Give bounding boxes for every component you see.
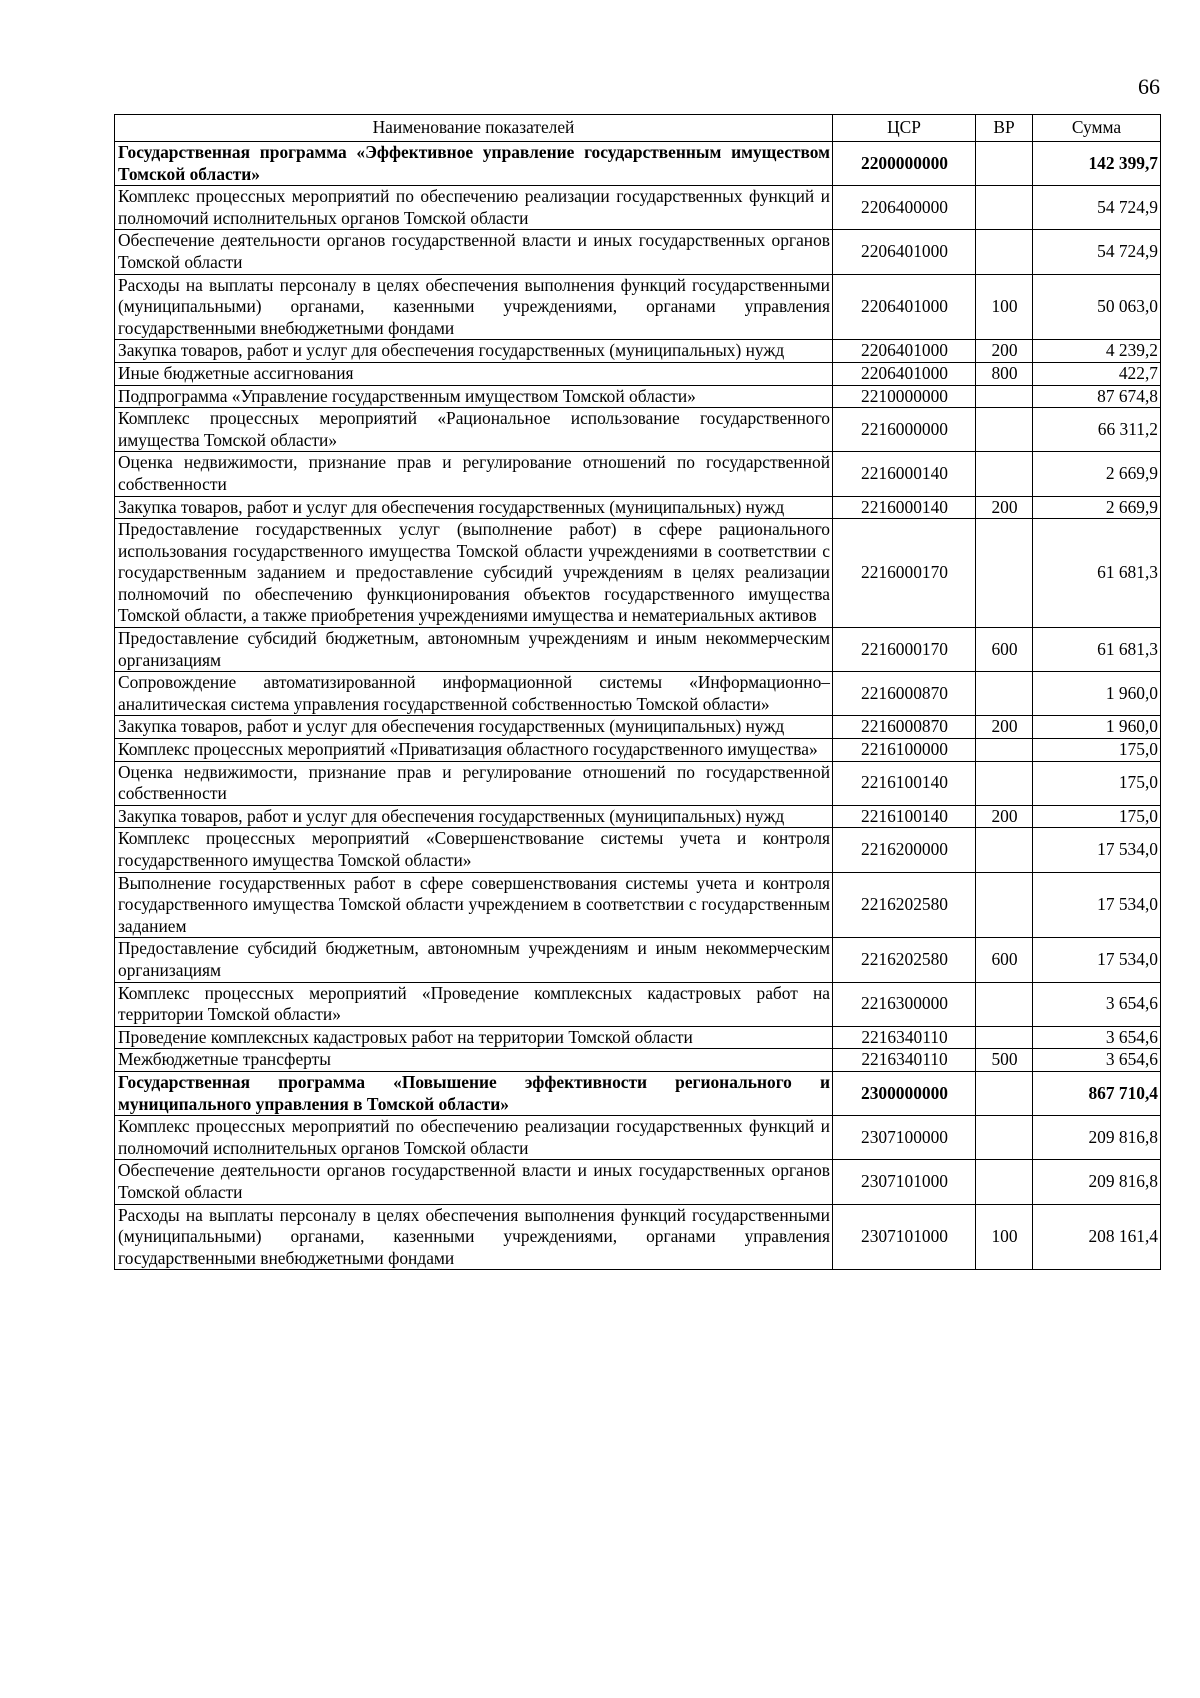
row-csr: 2216000140 <box>833 452 976 496</box>
row-vr <box>976 761 1033 805</box>
row-csr: 2216000870 <box>833 716 976 739</box>
row-name: Подпрограмма «Управление государственным имуществом Томской области» <box>115 385 833 408</box>
row-csr: 2216100140 <box>833 805 976 828</box>
row-vr <box>976 519 1033 628</box>
row-csr: 2206401000 <box>833 362 976 385</box>
row-name: Комплекс процессных мероприятий по обеспечению реализации государственных функций и полномочий исполнительных органов Томской области <box>115 186 833 230</box>
row-sum: 209 816,8 <box>1033 1160 1161 1204</box>
row-csr: 2216202580 <box>833 938 976 982</box>
row-sum: 1 960,0 <box>1033 672 1161 716</box>
page-number: 66 <box>1138 74 1160 99</box>
row-csr: 2216000000 <box>833 408 976 452</box>
table-row <box>115 1160 1161 1204</box>
row-vr <box>976 739 1033 762</box>
row-vr <box>976 142 1033 186</box>
row-csr: 2216100000 <box>833 739 976 762</box>
row-vr: 500 <box>976 1049 1033 1072</box>
row-vr <box>976 1116 1033 1160</box>
table-row <box>115 872 1161 938</box>
row-vr <box>976 452 1033 496</box>
row-csr: 2216000170 <box>833 628 976 672</box>
row-name: Расходы на выплаты персоналу в целях обеспечения выполнения функций государственными (муниципальными) органами, казенными учреждениями, органами управления государственными внебюджетными фондами <box>115 1204 833 1270</box>
row-sum: 54 724,9 <box>1033 230 1161 274</box>
row-name: Оценка недвижимости, признание прав и регулирование отношений по государственной собственности <box>115 761 833 805</box>
row-name: Предоставление государственных услуг (выполнение работ) в сфере рационального использования государственного имущества Томской области учреждениями в соответствии с государственным заданием и предоставление субсидий учреждениям в целях реализации полномочий по обеспечению функционирования объектов государственного имущества Томской области, а также приобретения учреждениями имущества и нематериальных активов <box>115 519 833 628</box>
row-vr: 200 <box>976 340 1033 363</box>
row-csr: 2216100140 <box>833 761 976 805</box>
row-sum: 867 710,4 <box>1033 1071 1161 1115</box>
row-sum: 422,7 <box>1033 362 1161 385</box>
row-vr: 600 <box>976 628 1033 672</box>
row-sum: 17 534,0 <box>1033 828 1161 872</box>
row-csr: 2216202580 <box>833 872 976 938</box>
row-vr: 200 <box>976 805 1033 828</box>
row-sum: 54 724,9 <box>1033 186 1161 230</box>
row-vr: 800 <box>976 362 1033 385</box>
budget-table <box>114 114 1161 1270</box>
row-name: Сопровождение автоматизированной информационной системы «Информационно–аналитическая система управления государственной собственностью Томской области» <box>115 672 833 716</box>
row-name: Предоставление субсидий бюджетным, автономным учреждениям и иным некоммерческим организациям <box>115 938 833 982</box>
header-sum: Сумма <box>1033 115 1161 142</box>
row-name: Предоставление субсидий бюджетным, автономным учреждениям и иным некоммерческим организациям <box>115 628 833 672</box>
row-vr <box>976 186 1033 230</box>
row-sum: 2 669,9 <box>1033 496 1161 519</box>
row-sum: 17 534,0 <box>1033 872 1161 938</box>
table-row <box>115 828 1161 872</box>
row-sum: 3 654,6 <box>1033 1049 1161 1072</box>
table-row <box>115 982 1161 1026</box>
header-csr: ЦСР <box>833 115 976 142</box>
row-sum: 3 654,6 <box>1033 982 1161 1026</box>
row-sum: 17 534,0 <box>1033 938 1161 982</box>
row-csr: 2206401000 <box>833 230 976 274</box>
table-row <box>115 1071 1161 1115</box>
row-name: Выполнение государственных работ в сфере совершенствования системы учета и контроля государственного имущества Томской области учреждением в соответствии с государственным заданием <box>115 872 833 938</box>
table-row <box>115 1026 1161 1049</box>
row-csr: 2300000000 <box>833 1071 976 1115</box>
row-name: Оценка недвижимости, признание прав и регулирование отношений по государственной собственности <box>115 452 833 496</box>
table-row <box>115 739 1161 762</box>
row-sum: 209 816,8 <box>1033 1116 1161 1160</box>
row-sum: 175,0 <box>1033 805 1161 828</box>
table-row <box>115 1049 1161 1072</box>
row-csr: 2216000870 <box>833 672 976 716</box>
table-row <box>115 496 1161 519</box>
row-csr: 2200000000 <box>833 142 976 186</box>
row-csr: 2216340110 <box>833 1026 976 1049</box>
table-row <box>115 1116 1161 1160</box>
table-row <box>115 186 1161 230</box>
table-row <box>115 1204 1161 1270</box>
row-vr <box>976 1026 1033 1049</box>
row-sum: 61 681,3 <box>1033 519 1161 628</box>
row-csr: 2216000170 <box>833 519 976 628</box>
row-name: Закупка товаров, работ и услуг для обеспечения государственных (муниципальных) нужд <box>115 716 833 739</box>
row-name: Закупка товаров, работ и услуг для обеспечения государственных (муниципальных) нужд <box>115 496 833 519</box>
table-row <box>115 385 1161 408</box>
row-sum: 142 399,7 <box>1033 142 1161 186</box>
row-csr: 2307100000 <box>833 1116 976 1160</box>
row-sum: 175,0 <box>1033 739 1161 762</box>
row-name: Проведение комплексных кадастровых работ на территории Томской области <box>115 1026 833 1049</box>
row-vr: 100 <box>976 1204 1033 1270</box>
row-csr: 2216200000 <box>833 828 976 872</box>
row-vr <box>976 1071 1033 1115</box>
row-name: Обеспечение деятельности органов государственной власти и иных государственных органов Томской области <box>115 230 833 274</box>
row-name: Комплекс процессных мероприятий «Рациональное использование государственного имущества Томской области» <box>115 408 833 452</box>
row-csr: 2216000140 <box>833 496 976 519</box>
row-sum: 1 960,0 <box>1033 716 1161 739</box>
table-row <box>115 408 1161 452</box>
row-vr: 200 <box>976 496 1033 519</box>
row-vr <box>976 408 1033 452</box>
table-row <box>115 938 1161 982</box>
row-sum: 208 161,4 <box>1033 1204 1161 1270</box>
row-name: Обеспечение деятельности органов государственной власти и иных государственных органов Томской области <box>115 1160 833 1204</box>
table-row <box>115 452 1161 496</box>
row-sum: 4 239,2 <box>1033 340 1161 363</box>
row-name: Комплекс процессных мероприятий по обеспечению реализации государственных функций и полномочий исполнительных органов Томской области <box>115 1116 833 1160</box>
row-vr: 100 <box>976 274 1033 340</box>
table-header-row <box>115 115 1161 142</box>
table-row <box>115 672 1161 716</box>
header-vr: ВР <box>976 115 1033 142</box>
row-sum: 87 674,8 <box>1033 385 1161 408</box>
row-csr: 2307101000 <box>833 1204 976 1270</box>
row-name: Государственная программа «Повышение эффективности регионального и муниципального управления в Томской области» <box>115 1071 833 1115</box>
row-csr: 2206400000 <box>833 186 976 230</box>
row-csr: 2206401000 <box>833 274 976 340</box>
row-name: Комплекс процессных мероприятий «Проведение комплексных кадастровых работ на территории Томской области» <box>115 982 833 1026</box>
row-sum: 50 063,0 <box>1033 274 1161 340</box>
table-body <box>115 142 1161 1270</box>
row-sum: 61 681,3 <box>1033 628 1161 672</box>
row-vr <box>976 1160 1033 1204</box>
row-name: Расходы на выплаты персоналу в целях обеспечения выполнения функций государственными (муниципальными) органами, казенными учреждениями, органами управления государственными внебюджетными фондами <box>115 274 833 340</box>
row-sum: 175,0 <box>1033 761 1161 805</box>
table-row <box>115 628 1161 672</box>
row-csr: 2216300000 <box>833 982 976 1026</box>
table-row <box>115 761 1161 805</box>
row-sum: 2 669,9 <box>1033 452 1161 496</box>
table-row <box>115 274 1161 340</box>
table-row <box>115 340 1161 363</box>
row-csr: 2216340110 <box>833 1049 976 1072</box>
row-name: Закупка товаров, работ и услуг для обеспечения государственных (муниципальных) нужд <box>115 805 833 828</box>
row-name: Межбюджетные трансферты <box>115 1049 833 1072</box>
row-sum: 3 654,6 <box>1033 1026 1161 1049</box>
row-vr <box>976 672 1033 716</box>
row-csr: 2307101000 <box>833 1160 976 1204</box>
row-vr: 200 <box>976 716 1033 739</box>
table-row <box>115 519 1161 628</box>
row-vr <box>976 230 1033 274</box>
table-row <box>115 362 1161 385</box>
row-vr <box>976 828 1033 872</box>
row-vr <box>976 385 1033 408</box>
row-sum: 66 311,2 <box>1033 408 1161 452</box>
row-csr: 2206401000 <box>833 340 976 363</box>
row-name: Комплекс процессных мероприятий «Приватизация областного государственного имущества» <box>115 739 833 762</box>
row-name: Иные бюджетные ассигнования <box>115 362 833 385</box>
row-vr <box>976 982 1033 1026</box>
row-name: Закупка товаров, работ и услуг для обеспечения государственных (муниципальных) нужд <box>115 340 833 363</box>
row-csr: 2210000000 <box>833 385 976 408</box>
row-vr: 600 <box>976 938 1033 982</box>
table-row <box>115 716 1161 739</box>
header-name: Наименование показателей <box>115 115 833 142</box>
row-name: Комплекс процессных мероприятий «Совершенствование системы учета и контроля государственного имущества Томской области» <box>115 828 833 872</box>
table-row <box>115 805 1161 828</box>
row-name: Государственная программа «Эффективное управление государственным имуществом Томской области» <box>115 142 833 186</box>
table-row <box>115 142 1161 186</box>
table-row <box>115 230 1161 274</box>
row-vr <box>976 872 1033 938</box>
